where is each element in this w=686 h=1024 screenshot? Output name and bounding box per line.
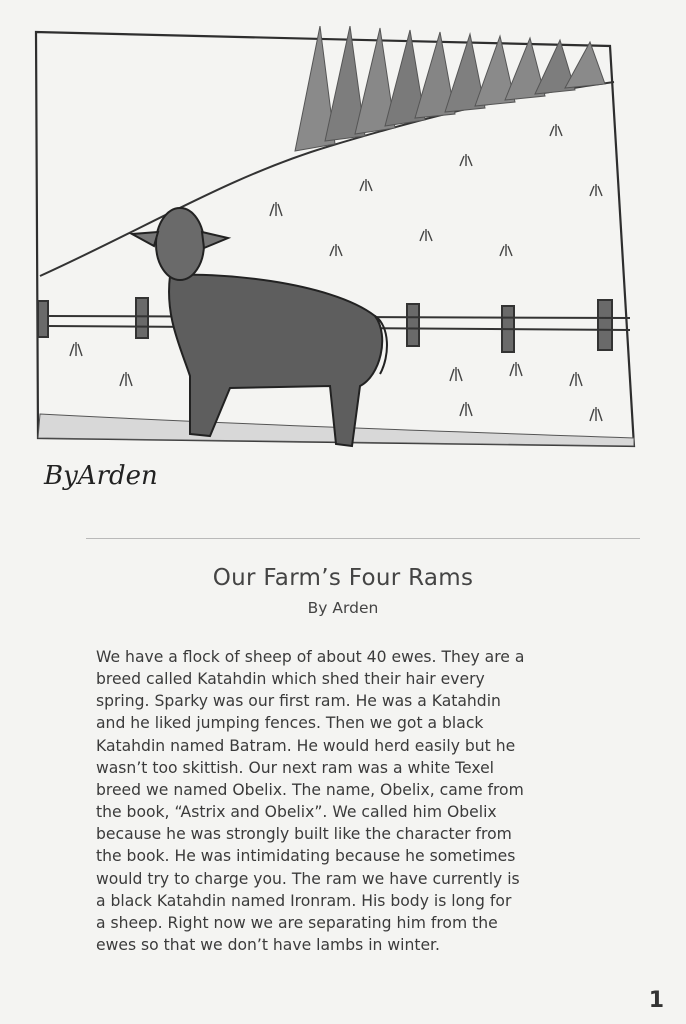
artist-signature: ByArden	[44, 461, 158, 491]
body-line: wasn’t too skittish. Our next ram was a white Texel	[96, 758, 495, 777]
body-line: and he liked jumping fences. Then we got a black	[96, 714, 484, 733]
body-line: We have a flock of sheep of about 40 ewes. They are a	[96, 648, 525, 666]
body-line: the book, “Astrix and Obelix”. We called him Obelix	[96, 803, 497, 822]
body-line: breed we named Obelix. The name, Obelix, came from	[96, 780, 524, 799]
body-line: spring. Sparky was our first ram. He was a Katahdin	[96, 692, 501, 711]
sheep-drawing	[30, 26, 644, 494]
article-byline: By Arden	[307, 599, 379, 617]
pine-trees	[295, 26, 605, 151]
body-line: ewes so that we don’t have lambs in winter.	[96, 936, 440, 955]
body-line: a sheep. Right now we are separating him from the	[96, 913, 498, 932]
article-title: Our Farm’s Four Rams	[212, 565, 474, 591]
sheep-illustration	[30, 26, 644, 494]
body-line: the book. He was intimidating because he sometimes	[96, 847, 516, 866]
page-number: 1	[648, 988, 664, 1013]
section-divider	[86, 538, 640, 539]
body-line: a black Katahdin named Ironram. His body is long for	[96, 891, 512, 910]
body-line: because he was strongly built like the character from	[96, 825, 512, 844]
body-line: would try to charge you. The ram we have currently is	[96, 869, 520, 888]
body-line: breed called Katahdin which shed their hair every	[96, 670, 485, 689]
article-body	[96, 646, 626, 956]
body-line: Katahdin named Batram. He would herd easily but he	[96, 736, 516, 755]
